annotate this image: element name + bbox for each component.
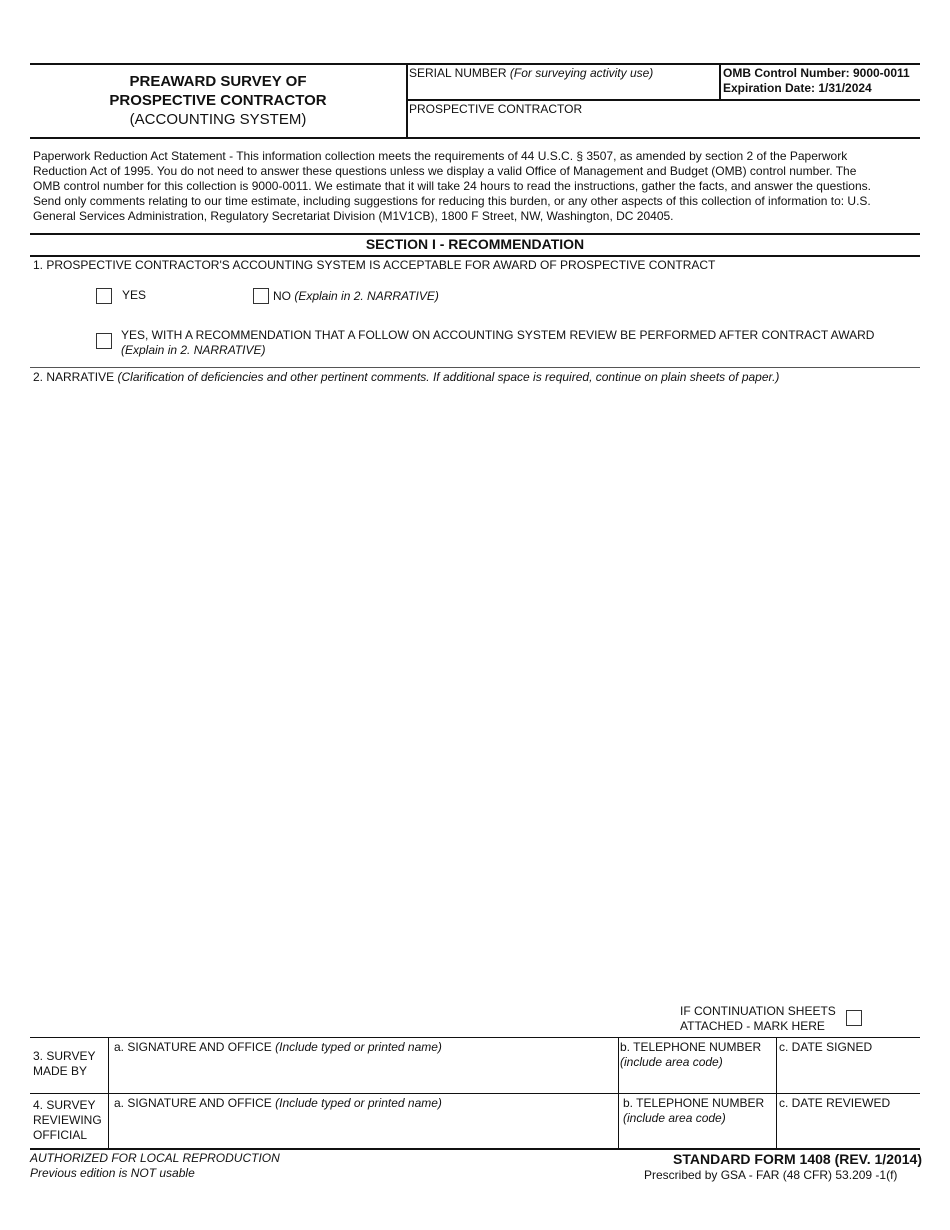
- date-signed-label: c. DATE SIGNED: [779, 1040, 873, 1054]
- item1-question: 1. PROSPECTIVE CONTRACTOR'S ACCOUNTING SYSTEM IS ACCEPTABLE FOR AWARD OF PROSPECTIVE CONTRACT: [33, 258, 716, 272]
- form-subtitle: (ACCOUNTING SYSTEM): [129, 111, 307, 128]
- continuation-line1: IF CONTINUATION SHEETS: [680, 1004, 836, 1018]
- prospective-contractor-field[interactable]: [409, 102, 919, 136]
- signature-col-divider-3: [776, 1037, 777, 1149]
- form-title: [30, 72, 406, 129]
- yes-label: YES: [122, 288, 147, 302]
- yes-with-recommendation-label: YES, WITH A RECOMMENDATION THAT A FOLLOW ON ACCOUNTING SYSTEM REVIEW BE PERFORMED AFTER CONTRACT AWARD: [121, 328, 875, 342]
- form-title-line2: PROSPECTIVE CONTRACTOR: [109, 92, 327, 109]
- telephone-note: (include area code): [620, 1055, 723, 1069]
- signature-table-top: [30, 1037, 920, 1038]
- signature-note: (Include typed or printed name): [275, 1040, 442, 1054]
- row3-signature-field[interactable]: [114, 1040, 614, 1090]
- narrative-top-rule: [30, 367, 920, 368]
- paperwork-line: OMB control number for this collection is 9000-0011. We estimate that it will take 24 hours to read the instructions, gather the facts, and answer the questions.: [33, 179, 871, 193]
- section-heading: SECTION I - RECOMMENDATION: [365, 236, 585, 252]
- signature-note: (Include typed or printed name): [275, 1096, 442, 1110]
- narrative-label: 2. NARRATIVE: [33, 370, 115, 384]
- form-title-line1: PREAWARD SURVEY OF: [129, 73, 307, 90]
- signature-label: a. SIGNATURE AND OFFICE: [114, 1096, 272, 1110]
- telephone-label: b. TELEPHONE NUMBER: [623, 1096, 765, 1110]
- row3-label: [33, 1049, 95, 1079]
- telephone-label: b. TELEPHONE NUMBER: [620, 1040, 762, 1054]
- header-bottom-rule: [30, 137, 920, 139]
- narrative-header: [33, 370, 779, 385]
- footer-right: [620, 1151, 922, 1183]
- form-identifier: STANDARD FORM 1408 (REV. 1/2014): [673, 1151, 922, 1167]
- signature-col-divider-2: [618, 1037, 619, 1149]
- row4-label-line3: OFFICIAL: [33, 1128, 88, 1142]
- signature-col-divider-1: [108, 1037, 109, 1149]
- paperwork-line: Reduction Act of 1995. You do not need to answer these questions unless we display a valid Office of Management and Budget (OMB) control number. The: [33, 164, 857, 178]
- header-top-rule: [30, 63, 920, 65]
- continuation-text: [680, 1004, 836, 1034]
- row3-label-line1: 3. SURVEY: [33, 1049, 96, 1063]
- row4-telephone-field[interactable]: [623, 1096, 775, 1146]
- row4-label-line2: REVIEWING: [33, 1113, 102, 1127]
- serial-number-label: SERIAL NUMBER: [409, 66, 507, 80]
- row3-label-line2: MADE BY: [33, 1064, 88, 1078]
- no-label: NO: [273, 289, 291, 303]
- no-note: (Explain in 2. NARRATIVE): [294, 289, 439, 303]
- paperwork-line: Paperwork Reduction Act Statement - This information collection meets the requirements of 44 U.S.C. § 3507, as amended by section 2 of the Paperwork: [33, 149, 848, 163]
- signature-label: a. SIGNATURE AND OFFICE: [114, 1040, 272, 1054]
- row3-date-signed-field[interactable]: [779, 1040, 919, 1090]
- serial-number-field[interactable]: [409, 66, 717, 98]
- continuation-line2: ATTACHED - MARK HERE: [680, 1019, 825, 1033]
- header-mid-rule: [406, 99, 920, 101]
- row4-label: [33, 1098, 102, 1143]
- serial-number-note: (For surveying activity use): [509, 66, 654, 80]
- prescribed-by: Prescribed by GSA - FAR (48 CFR) 53.209 -1(f): [644, 1168, 898, 1182]
- section-top-rule: [30, 233, 920, 235]
- row4-signature-field[interactable]: [114, 1096, 614, 1146]
- yes-with-recommendation-note: (Explain in 2. NARRATIVE): [121, 343, 266, 357]
- omb-info: [723, 66, 910, 96]
- paperwork-line: Send only comments relating to our time estimate, including suggestions for reducing this burden, or any other aspects of this collection of information to: U.S.: [33, 194, 871, 208]
- no-option: [273, 289, 439, 304]
- narrative-area[interactable]: [30, 388, 920, 998]
- header-divider-1: [406, 63, 408, 139]
- footer-left: [30, 1151, 280, 1181]
- yes-checkbox[interactable]: [96, 288, 112, 304]
- telephone-note: (include area code): [623, 1111, 726, 1125]
- continuation-checkbox[interactable]: [846, 1010, 862, 1026]
- row4-date-reviewed-field[interactable]: [779, 1096, 919, 1146]
- paperwork-line: General Services Administration, Regulatory Secretariat Division (M1V1CB), 1800 F Street, NW, Washington, DC 20405.: [33, 209, 674, 223]
- section-bottom-rule: [30, 255, 920, 257]
- yes-with-recommendation-checkbox[interactable]: [96, 333, 112, 349]
- header-divider-2: [719, 63, 721, 101]
- paperwork-statement: [33, 149, 918, 224]
- prospective-contractor-label: PROSPECTIVE CONTRACTOR: [409, 102, 583, 116]
- no-checkbox[interactable]: [253, 288, 269, 304]
- expiration-date: Expiration Date: 1/31/2024: [723, 81, 872, 95]
- authorized-reproduction: AUTHORIZED FOR LOCAL REPRODUCTION: [30, 1151, 280, 1165]
- date-reviewed-label: c. DATE REVIEWED: [779, 1096, 891, 1110]
- yes-with-recommendation-option: [121, 328, 874, 358]
- narrative-note: (Clarification of deficiencies and other pertinent comments. If additional space is required, continue on plain sheets of paper.): [117, 370, 780, 384]
- signature-table-bottom: [30, 1148, 920, 1150]
- omb-control-number: OMB Control Number: 9000-0011: [723, 66, 910, 80]
- previous-edition-note: Previous edition is NOT usable: [30, 1166, 195, 1180]
- row3-telephone-field[interactable]: [620, 1040, 775, 1090]
- signature-table-mid: [30, 1093, 920, 1094]
- row4-label-line1: 4. SURVEY: [33, 1098, 96, 1112]
